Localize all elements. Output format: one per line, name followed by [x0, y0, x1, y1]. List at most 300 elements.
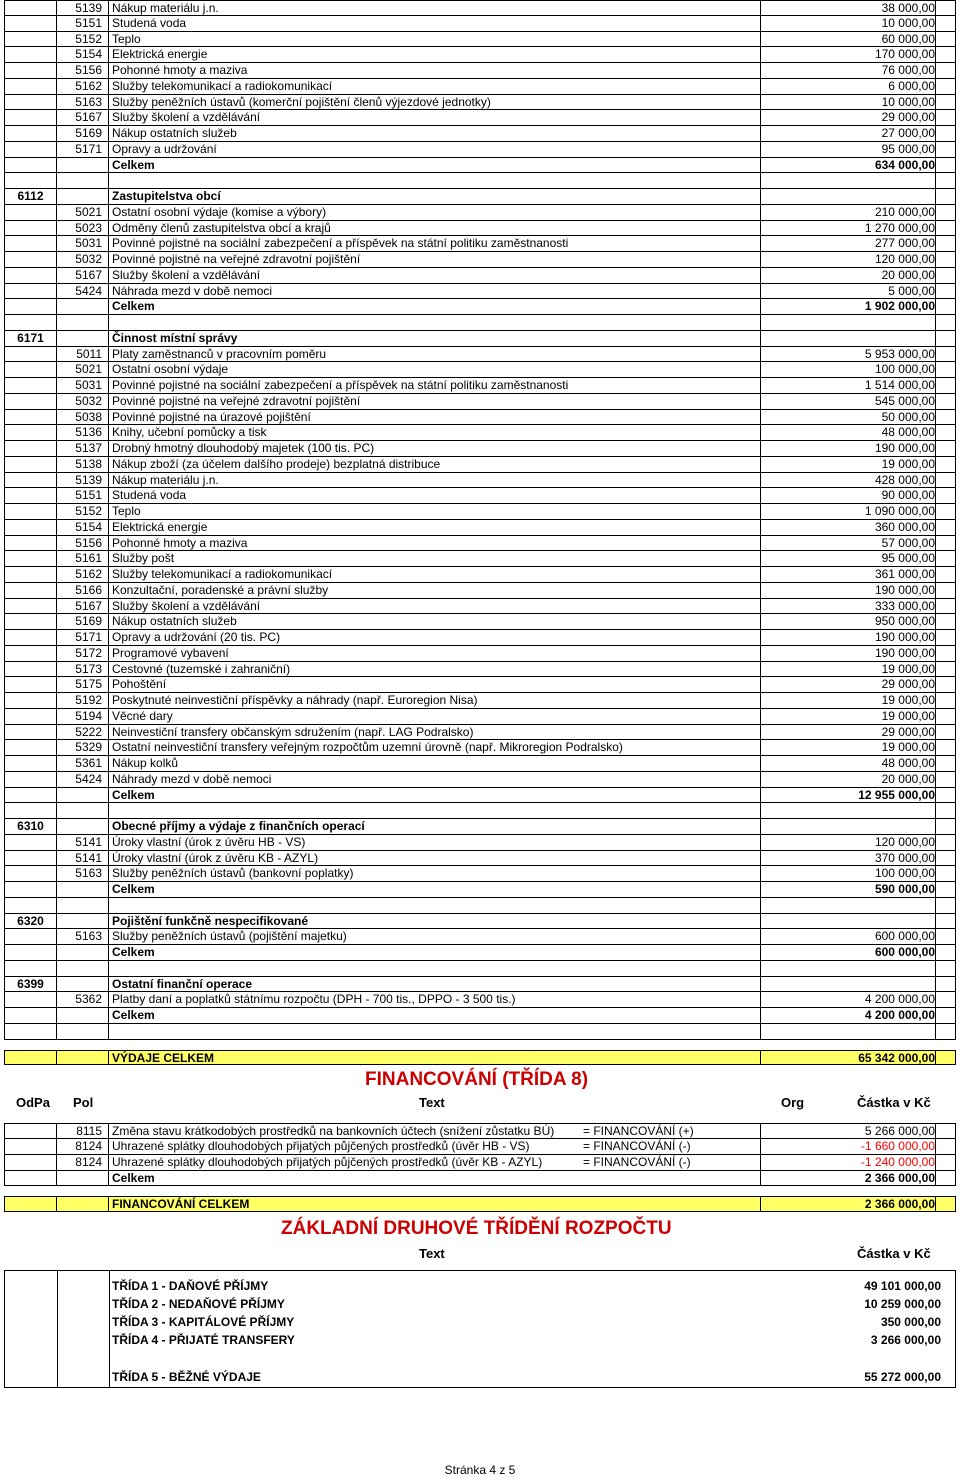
amount-cell: 29 000,00	[881, 677, 935, 692]
table-row	[4, 378, 956, 394]
odpa-cell	[5, 882, 57, 897]
org-cell	[761, 473, 817, 488]
amount-cell: 19 000,00	[881, 708, 935, 723]
amount-cell	[817, 189, 935, 204]
pol-cell	[57, 977, 109, 992]
odpa-cell	[5, 1155, 57, 1170]
table-row	[4, 457, 956, 473]
odpa-cell	[5, 992, 57, 1007]
section-header-row	[4, 914, 956, 930]
amount-cell: 190 000,00	[874, 630, 935, 644]
table-row	[4, 1123, 956, 1139]
text-cell: Věcné dary	[109, 709, 761, 724]
spacer-cell	[935, 126, 957, 141]
org-cell	[761, 599, 817, 614]
pol-cell: 5021	[57, 362, 109, 377]
spacer-cell	[935, 662, 957, 677]
odpa-cell	[5, 488, 57, 503]
col-header-odpa: OdPa	[16, 1095, 50, 1111]
amount-cell: 95 000,00	[881, 551, 935, 566]
text-cell: Činnost místní správy	[109, 331, 761, 346]
spacer-cell	[935, 16, 957, 31]
table-row	[4, 95, 956, 111]
total-row	[4, 1171, 956, 1187]
amount-cell: 57 000,00	[881, 535, 935, 550]
org-cell	[761, 1024, 817, 1039]
amount-cell: 19 000,00	[881, 456, 935, 471]
odpa-cell	[5, 614, 57, 629]
amount-cell: 120 000,00	[874, 834, 935, 849]
org-cell	[761, 47, 817, 62]
table-row	[4, 677, 956, 693]
amount-cell	[817, 898, 935, 913]
text-cell: Úroky vlastní (úrok z úvěru HB - VS)	[109, 835, 761, 850]
amount-cell: 1 902 000,00	[864, 299, 935, 314]
amount-cell: 60 000,00	[881, 31, 935, 46]
odpa-cell	[5, 457, 57, 472]
text-cell: Náhrada mezd v době nemoci	[109, 284, 761, 299]
text-cell: Povinné pojistné na sociální zabezpečení a příspěvek na státní politiku zaměstnanosti	[109, 378, 761, 393]
org-cell	[761, 536, 817, 551]
text-cell: Konzultační, poradenské a právní služby	[109, 583, 761, 598]
text-cell: Povinné pojistné na úrazové pojištění	[109, 410, 761, 425]
org-cell	[761, 1124, 817, 1138]
org-cell	[761, 866, 817, 881]
text-cell: Knihy, učební pomůcky a tisk	[109, 425, 761, 440]
org-cell	[761, 567, 817, 582]
table-row	[4, 992, 956, 1008]
spacer-cell	[935, 252, 957, 267]
basic-classification-heading: ZÁKLADNÍ DRUHOVÉ TŘÍDĚNÍ ROZPOČTU	[281, 1218, 672, 1239]
odpa-cell	[5, 158, 57, 173]
section-header-row	[4, 977, 956, 993]
odpa-cell	[5, 504, 57, 519]
odpa-cell	[5, 173, 57, 188]
text-cell: Služby peněžních ústavů (komerční pojištění členů výjezdové jednotky)	[109, 95, 761, 110]
text-cell	[109, 315, 761, 330]
spacer-cell	[935, 1171, 957, 1186]
spacer-cell	[935, 1155, 957, 1170]
table-row	[4, 709, 956, 725]
pol-cell: 5222	[57, 725, 109, 740]
table-row	[4, 929, 956, 945]
org-cell	[761, 189, 817, 204]
spacer-cell	[935, 851, 957, 866]
text-cell: Neinvestiční transfery občanským sdružením (např. LAG Podralsko)	[109, 725, 761, 740]
amount-cell: 5 000,00	[888, 283, 935, 298]
pol-cell: 5163	[57, 866, 109, 881]
org-cell	[761, 583, 817, 598]
org-cell	[761, 158, 817, 173]
amount-cell: 19 000,00	[881, 740, 935, 755]
odpa-cell	[5, 646, 57, 661]
col-header-amount: Částka v Kč	[857, 1095, 931, 1111]
spacer-cell	[935, 1139, 957, 1154]
class-label: TŘÍDA 5 - BĚŽNÉ VÝDAJE	[112, 1370, 261, 1384]
pol-cell: 5171	[57, 630, 109, 645]
financing-heading: FINANCOVÁNÍ (TŘÍDA 8)	[365, 1069, 589, 1091]
amount-cell	[817, 1024, 935, 1039]
odpa-cell	[5, 16, 57, 31]
text-cell: Náhrady mezd v době nemoci	[109, 772, 761, 787]
financing-note: = FINANCOVÁNÍ (-)	[583, 1139, 691, 1153]
pol-cell: 5156	[57, 536, 109, 551]
pol-cell	[57, 803, 109, 818]
table-row	[4, 0, 956, 16]
spacer-cell	[935, 504, 957, 519]
pol-cell: 5156	[57, 63, 109, 78]
org-cell	[761, 173, 817, 188]
text-cell	[109, 898, 761, 913]
pol-cell: 5151	[57, 488, 109, 503]
spacer-cell	[935, 457, 957, 472]
text-cell: Drobný hmotný dlouhodobý majetek (100 tis. PC)	[109, 441, 761, 456]
odpa-cell	[5, 1124, 57, 1138]
text-cell: Služby pošt	[109, 551, 761, 566]
total-row	[4, 945, 956, 961]
text-cell: Celkem	[109, 945, 761, 960]
text-cell: Elektrická energie	[109, 520, 761, 535]
text-cell: Pohonné hmoty a maziva	[109, 536, 761, 551]
text-cell: Ostatní osobní výdaje	[109, 362, 761, 377]
text-cell: Celkem	[109, 788, 761, 803]
spacer-cell	[935, 221, 957, 236]
amount-cell: 10 000,00	[881, 15, 935, 30]
pol-cell: 5162	[57, 567, 109, 582]
org-cell	[761, 646, 817, 661]
table-row	[4, 772, 956, 788]
blank-row	[4, 1024, 956, 1040]
table-row	[4, 63, 956, 79]
text-cell: Celkem	[109, 882, 761, 897]
spacer-cell	[935, 1124, 957, 1138]
spacer-cell	[935, 630, 957, 645]
text-cell: Nákup materiálu j.n.	[109, 1, 761, 15]
text-cell: Povinné pojistné na veřejné zdravotní pojištění	[109, 252, 761, 267]
divider	[109, 1271, 110, 1387]
text-cell: Nákup zboží (za účelem dalšího prodeje) bezplatná distribuce	[109, 457, 761, 472]
amount-cell	[817, 977, 935, 992]
spacer-cell	[935, 410, 957, 425]
pol-cell: 5031	[57, 378, 109, 393]
org-cell	[761, 835, 817, 850]
odpa-cell	[5, 63, 57, 78]
odpa-cell	[5, 32, 57, 47]
pol-cell: 5141	[57, 835, 109, 850]
amount-cell: 590 000,00	[874, 882, 935, 896]
spacer-cell	[935, 299, 957, 314]
amount-cell: 1 514 000,00	[864, 378, 935, 392]
table-row	[4, 866, 956, 882]
table-row	[4, 394, 956, 410]
odpa-cell	[5, 473, 57, 488]
amount-cell: 20 000,00	[881, 771, 935, 786]
table-row	[4, 268, 956, 284]
amount-cell: 360 000,00	[874, 519, 935, 534]
table-row	[4, 504, 956, 520]
pol-cell: 5163	[57, 95, 109, 110]
spacer-cell	[935, 1197, 957, 1211]
class-amount: 49 101 000,00	[864, 1279, 941, 1293]
table-row	[4, 725, 956, 741]
text-cell: Celkem	[109, 299, 761, 314]
text-cell: Nákup ostatních služeb	[109, 126, 761, 141]
org-cell	[761, 252, 817, 267]
col-header-org: Org	[781, 1095, 805, 1111]
amount-cell: 95 000,00	[881, 141, 935, 156]
col-header-amount: Částka v Kč	[857, 1246, 931, 1261]
odpa-cell	[5, 1139, 57, 1154]
pol-cell	[57, 914, 109, 929]
table-row	[4, 47, 956, 63]
text-cell: Služby peněžních ústavů (pojištění majetku)	[109, 929, 761, 944]
spacer-cell	[935, 268, 957, 283]
odpa-cell	[5, 961, 57, 976]
pol-cell: 5141	[57, 851, 109, 866]
odpa-cell: 6399	[5, 977, 57, 992]
org-cell	[761, 914, 817, 929]
org-cell	[761, 425, 817, 440]
pol-cell	[57, 898, 109, 913]
text-cell: Opravy a udržování	[109, 142, 761, 157]
amount-cell	[817, 173, 935, 188]
table-row	[4, 441, 956, 457]
spacer-cell	[935, 110, 957, 125]
org-cell	[761, 851, 817, 866]
odpa-cell	[5, 866, 57, 881]
table-row	[4, 599, 956, 615]
odpa-cell	[5, 725, 57, 740]
odpa-cell	[5, 536, 57, 551]
amount-cell: 29 000,00	[881, 110, 935, 125]
spacer-cell	[935, 961, 957, 976]
text-cell: Služby peněžních ústavů (bankovní poplatky)	[109, 866, 761, 881]
spacer-cell	[935, 756, 957, 771]
pol-cell: 5154	[57, 520, 109, 535]
pol-cell: 5021	[57, 205, 109, 220]
amount-cell: 545 000,00	[874, 393, 935, 408]
odpa-cell	[5, 551, 57, 566]
amount-cell	[817, 819, 935, 834]
text-cell: Úroky vlastní (úrok z úvěru KB - AZYL)	[109, 851, 761, 866]
spacer-cell	[935, 677, 957, 692]
section-header-row	[4, 819, 956, 835]
spacer-cell	[935, 614, 957, 629]
total-row	[4, 1008, 956, 1024]
table-row	[4, 32, 956, 48]
pol-cell	[57, 961, 109, 976]
org-cell	[761, 614, 817, 629]
pol-cell: 5023	[57, 221, 109, 236]
org-cell	[761, 457, 817, 472]
odpa-cell	[5, 567, 57, 582]
pol-cell	[57, 189, 109, 204]
org-cell	[761, 95, 817, 110]
amount-cell: 190 000,00	[874, 645, 935, 660]
text-cell: Změna stavu krátkodobých prostředků na bankovních účtech (snížení zůstatku BÚ)	[109, 1124, 761, 1138]
org-cell	[761, 1171, 817, 1186]
class-amount: 350 000,00	[880, 1315, 941, 1329]
spacer-cell	[935, 441, 957, 456]
odpa-cell	[5, 205, 57, 220]
table-row	[4, 410, 956, 426]
pol-cell: 8124	[57, 1155, 109, 1170]
odpa-cell	[5, 693, 57, 708]
odpa-cell: 6320	[5, 914, 57, 929]
org-cell	[761, 394, 817, 409]
amount-cell: 600 000,00	[874, 945, 935, 959]
pol-cell: 5194	[57, 709, 109, 724]
section-header-row	[4, 189, 956, 205]
amount-cell: 4 200 000,00	[864, 1008, 935, 1022]
amount-cell: 48 000,00	[881, 756, 935, 770]
spacer-cell	[935, 284, 957, 299]
amount-cell	[817, 315, 935, 330]
pol-cell: 5031	[57, 236, 109, 251]
total-row	[4, 158, 956, 174]
table-row	[4, 16, 956, 32]
table-row	[4, 614, 956, 630]
spacer-cell	[935, 898, 957, 913]
spacer-cell	[935, 646, 957, 661]
spacer-cell	[935, 205, 957, 220]
odpa-cell	[5, 709, 57, 724]
spacer-cell	[935, 992, 957, 1007]
table-row	[4, 347, 956, 363]
spacer-cell	[935, 189, 957, 204]
text-cell: Teplo	[109, 32, 761, 47]
odpa-cell: 6310	[5, 819, 57, 834]
pol-cell: 5154	[57, 47, 109, 62]
org-cell	[761, 1139, 817, 1154]
spacer-cell	[935, 142, 957, 157]
spacer-cell	[935, 95, 957, 110]
spacer-cell	[935, 315, 957, 330]
org-cell	[761, 662, 817, 677]
blank-row	[4, 315, 956, 331]
org-cell	[761, 693, 817, 708]
odpa-cell	[5, 299, 57, 314]
odpa-cell	[5, 362, 57, 377]
table-row	[4, 646, 956, 662]
pol-cell: 5151	[57, 16, 109, 31]
amount-cell: 120 000,00	[874, 252, 935, 266]
pol-cell	[57, 173, 109, 188]
org-cell	[761, 992, 817, 1007]
pol-cell: 5192	[57, 693, 109, 708]
class-summary-table	[4, 1270, 956, 1388]
org-cell	[761, 126, 817, 141]
odpa-cell	[5, 677, 57, 692]
pol-cell: 5169	[57, 126, 109, 141]
class-label: TŘÍDA 1 - DAŇOVÉ PŘÍJMY	[112, 1279, 269, 1293]
pol-cell	[57, 315, 109, 330]
odpa-cell	[5, 284, 57, 299]
org-cell	[761, 709, 817, 724]
pol-cell: 5011	[57, 347, 109, 362]
odpa-cell	[5, 410, 57, 425]
total-row	[4, 299, 956, 315]
amount-cell: 6 000,00	[888, 78, 935, 93]
odpa-cell	[5, 252, 57, 267]
blank-row	[4, 173, 956, 189]
org-cell	[761, 347, 817, 362]
org-cell	[761, 268, 817, 283]
spacer-cell	[935, 551, 957, 566]
org-cell	[761, 551, 817, 566]
table-row	[4, 79, 956, 95]
text-cell: Povinné pojistné na sociální zabezpečení a příspěvek na státní politiku zaměstnanosti	[109, 236, 761, 251]
table-row	[4, 536, 956, 552]
pol-cell: 5167	[57, 268, 109, 283]
amount-cell: 90 000,00	[881, 488, 935, 503]
pol-cell: 5361	[57, 756, 109, 771]
amount-cell: 428 000,00	[874, 472, 935, 487]
col-header-text: Text	[419, 1095, 445, 1111]
amount-cell: 277 000,00	[874, 236, 935, 251]
amount-cell: 27 000,00	[881, 126, 935, 140]
odpa-cell	[5, 630, 57, 645]
pol-cell: 5032	[57, 252, 109, 267]
table-row	[4, 362, 956, 378]
org-cell	[761, 221, 817, 236]
table-row	[4, 756, 956, 772]
amount-cell: 2 366 000,00	[864, 1170, 935, 1185]
pol-cell: 5139	[57, 1, 109, 15]
spacer-cell	[935, 378, 957, 393]
odpa-cell	[5, 347, 57, 362]
odpa-cell	[5, 1171, 57, 1186]
pol-cell: 5137	[57, 441, 109, 456]
odpa-cell	[5, 756, 57, 771]
text-cell: Teplo	[109, 504, 761, 519]
blank-row	[4, 898, 956, 914]
odpa-cell	[5, 835, 57, 850]
text-cell: Služby školení a vzdělávání	[109, 599, 761, 614]
amount-cell	[817, 914, 935, 929]
odpa-cell	[5, 803, 57, 818]
table-row	[4, 221, 956, 237]
text-cell: Nákup materiálu j.n.	[109, 473, 761, 488]
table-row	[4, 473, 956, 489]
amount-cell: 12 955 000,00	[858, 787, 935, 802]
text-cell: Opravy a udržování (20 tis. PC)	[109, 630, 761, 645]
table-row	[4, 236, 956, 252]
org-cell	[761, 1051, 817, 1065]
amount-cell: 210 000,00	[874, 204, 935, 219]
pol-cell	[57, 1008, 109, 1023]
table-row	[4, 1139, 956, 1155]
odpa-cell	[5, 898, 57, 913]
odpa-cell	[5, 315, 57, 330]
org-cell	[761, 205, 817, 220]
odpa-cell	[5, 583, 57, 598]
odpa-cell	[5, 47, 57, 62]
amount-cell: 5 266 000,00	[864, 1124, 935, 1139]
spacer-cell	[935, 536, 957, 551]
amount-cell: 10 000,00	[881, 94, 935, 109]
text-cell	[109, 803, 761, 818]
spacer-cell	[935, 1024, 957, 1039]
spacer-cell	[935, 473, 957, 488]
odpa-cell	[5, 441, 57, 456]
table-row	[4, 1155, 956, 1171]
org-cell	[761, 504, 817, 519]
odpa-cell	[5, 1008, 57, 1023]
spacer-cell	[935, 32, 957, 47]
amount-cell: 38 000,00	[881, 1, 935, 15]
table-row	[4, 110, 956, 126]
